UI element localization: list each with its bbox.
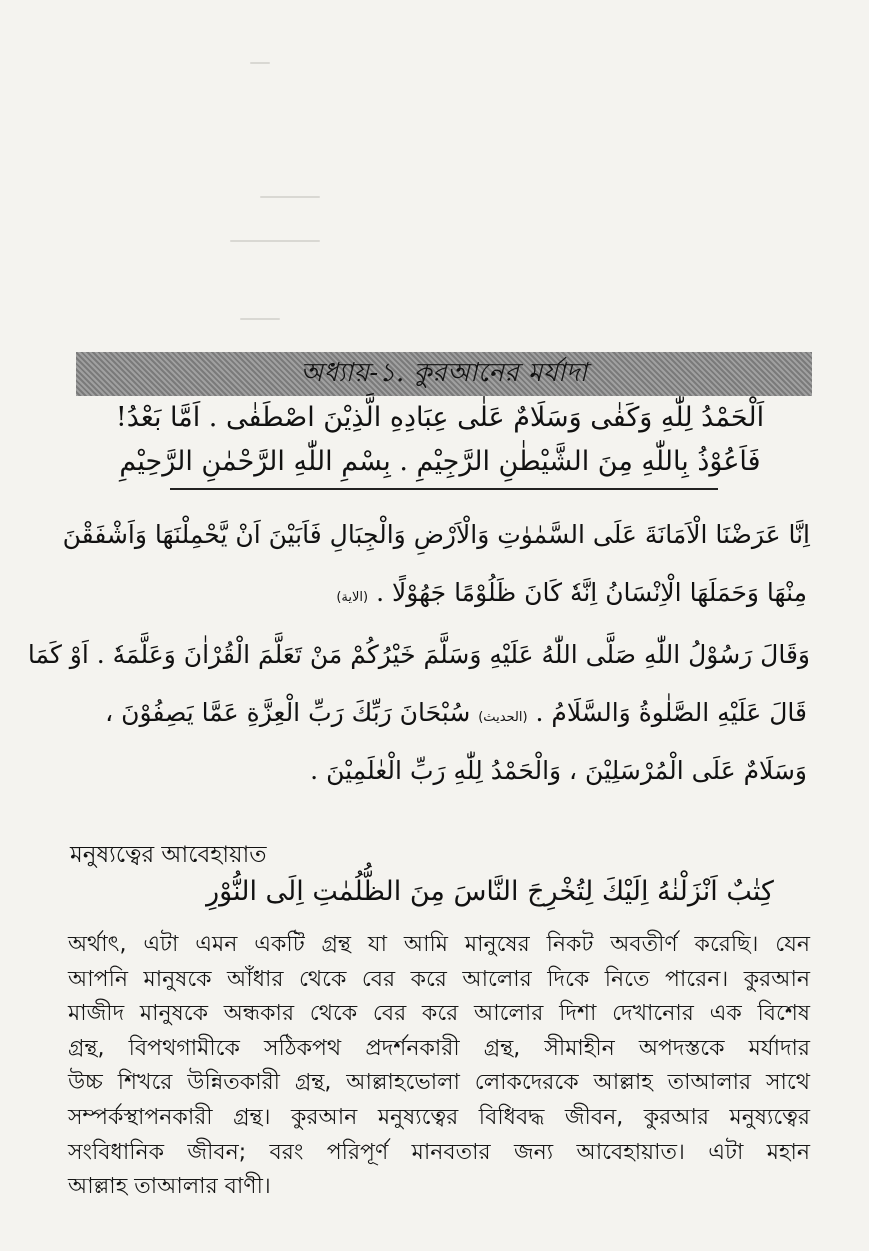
body-line: উচ্চ শিখরে উন্নিতকারী গ্রন্থ, আল্লাহভোলা লোকদেরকে আল্লাহ তাআলার সাথে: [68, 1070, 810, 1096]
section-verse: كِتٰبٌ اَنْزَلْنٰهُ اِلَيْكَ لِتُخْرِجَ النَّاسَ مِنَ الظُّلُمٰتِ اِلَى النُّوْرِ: [206, 876, 774, 907]
section-heading: মনুষ্যত্বের আবেহায়াত: [70, 842, 267, 868]
verse-reference: (الاية): [336, 590, 369, 605]
body-line: আল্লাহ তাআলার বাণী।: [68, 1174, 271, 1200]
bleed-through-mark: [240, 318, 280, 320]
chapter-title-bar: [76, 352, 812, 396]
body-paragraph: [68, 928, 810, 1205]
verse-line-2: مِنْهَا وَحَمَلَهَا الْاِنْسَانُ اِنَّهٗ كَانَ ظَلُوْمًا جَهُوْلًا .: [376, 578, 807, 607]
divider-rule: [170, 488, 718, 490]
chapter-title: অধ্যায়-১. কুরআনের মর্যাদা: [300, 358, 588, 388]
body-line: অর্থাৎ, এটা এমন একটি গ্রন্থ যা আমি মানুষের নিকট অবতীর্ণ করেছি। যেন: [68, 932, 810, 957]
opening-line-1: اَلْحَمْدُ لِلّٰهِ وَكَفٰى وَسَلَامٌ عَلٰى عِبَادِهِ الَّذِيْنَ اصْطَفٰى . اَمَّا بَعْدُ!: [115, 402, 765, 433]
hadith-line-2-part-2: سُبْحَانَ رَبِّكَ رَبِّ الْعِزَّةِ عَمَّا يَصِفُوْنَ ،: [105, 698, 471, 727]
bleed-through-mark: [230, 240, 320, 242]
verse-line-2-wrap: [336, 578, 807, 607]
body-line: সংবিধানিক জীবন; বরং পরিপূর্ণ মানবতার জন্য আবেহায়াত। এটা মহান: [68, 1139, 810, 1165]
bleed-through-mark: [260, 196, 320, 198]
body-line: সম্পর্কস্থাপনকারী গ্রন্থ। কুরআন মনুষ্যত্বের বিধিবদ্ধ জীবন, কুরআর মনুষ্যত্বের: [68, 1104, 810, 1130]
body-line: মাজীদ মানুষকে অন্ধকার থেকে বের করে আলোর দিশা দেখানোর এক বিশেষ: [68, 1001, 810, 1027]
body-line: আপনি মানুষকে আঁধার থেকে বের করে আলোর দিকে নিতে পারেন। কুরআন: [68, 966, 810, 992]
hadith-line-1: وَقَالَ رَسُوْلُ اللّٰهِ صَلَّى اللّٰهُ عَلَيْهِ وَسَلَّمَ خَيْرُكُمْ مَنْ تَعَلَّمَ الْقُرْاٰنَ وَعَلَّمَهٗ . اَوْ كَمَا: [27, 640, 810, 669]
verse-line-1: اِنَّا عَرَضْنَا الْاَمَانَةَ عَلَى السَّمٰوٰتِ وَالْاَرْضِ وَالْجِبَالِ فَاَبَيْنَ اَنْ يَّحْمِلْنَهَا وَاَشْفَقْنَ: [62, 520, 810, 549]
body-line: গ্রন্থ, বিপথগামীকে সঠিকপথ প্রদর্শনকারী গ্রন্থ, সীমাহীন অপদস্তকে মর্যাদার: [68, 1035, 810, 1061]
hadith-reference: (الحديث): [478, 710, 528, 725]
hadith-line-2-part-1: قَالَ عَلَيْهِ الصَّلٰوةُ وَالسَّلَامُ .: [535, 698, 807, 727]
opening-line-2: فَاَعُوْذُ بِاللّٰهِ مِنَ الشَّيْطٰنِ الرَّجِيْمِ . بِسْمِ اللّٰهِ الرَّحْمٰنِ الرَّحِيْمِ: [119, 446, 761, 477]
hadith-line-2-wrap: [105, 698, 807, 727]
hadith-line-3: وَسَلَامٌ عَلَى الْمُرْسَلِيْنَ ، وَالْحَمْدُ لِلّٰهِ رَبِّ الْعٰلَمِيْنَ .: [310, 756, 807, 785]
bleed-through-mark: [250, 62, 270, 64]
